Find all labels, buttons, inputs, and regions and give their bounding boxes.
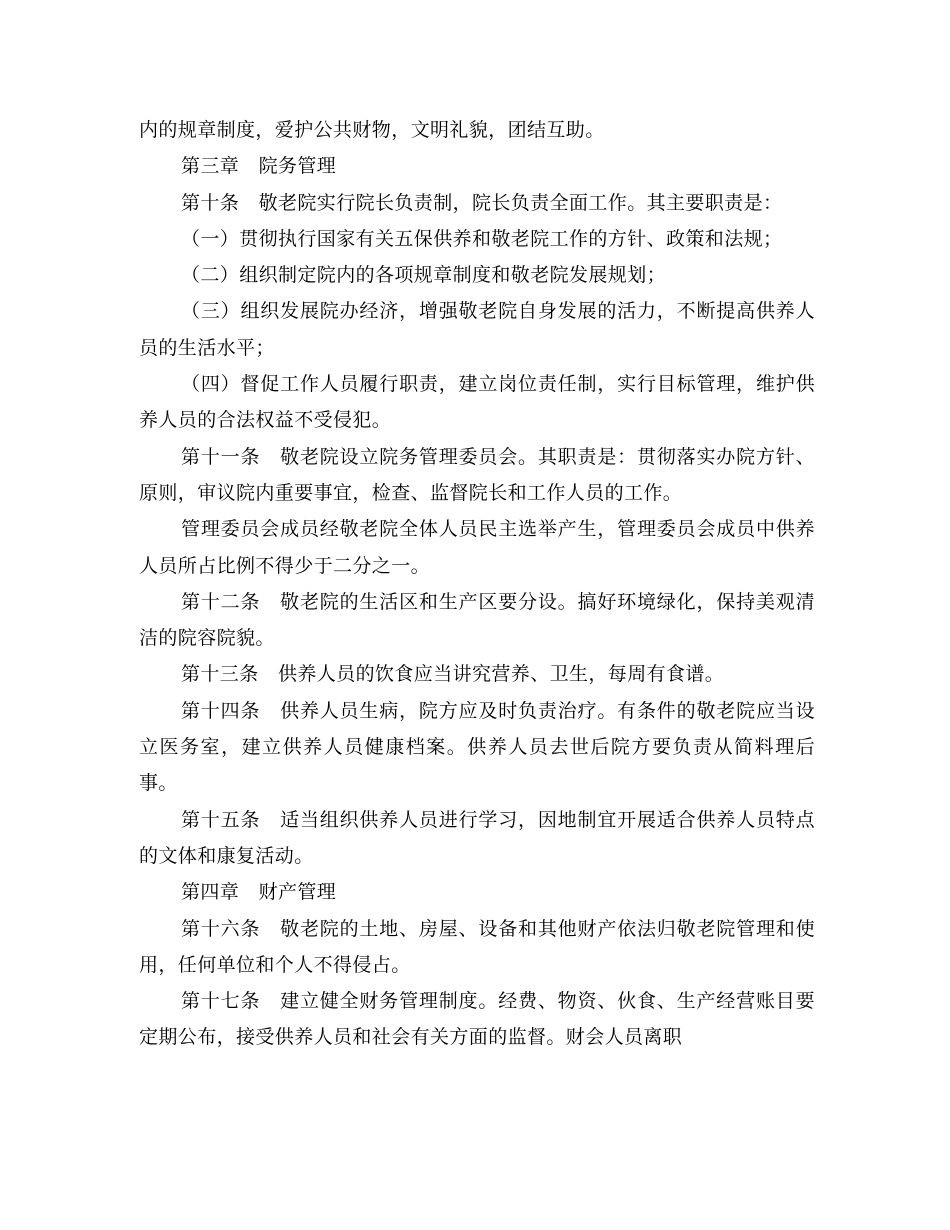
article-12: 第十二条 敬老院的生活区和生产区要分设。搞好环境绿化，保持美观清洁的院容院貌。 [139, 590, 815, 650]
chapter-heading: 第四章 财产管理 [181, 881, 337, 904]
article-10: 第十条 敬老院实行院长负责制，院长负责全面工作。其主要职责是： [181, 191, 783, 214]
article-16: 第十六条 敬老院的土地、房屋、设备和其他财产依法归敬老院管理和使用，任何单位和个人不得侵占。 [139, 917, 815, 976]
article-11: 第十一条 敬老院设立院务管理委员会。其职责是：贯彻落实办院方针、原则，审议院内重要事宜，检查、监督院长和工作人员的工作。 [139, 445, 815, 504]
article-10-item-4: （四）督促工作人员履行职责，建立岗位责任制，实行目标管理，维护供养人员的合法权益不受侵犯。 [139, 373, 815, 432]
article-14: 第十四条 供养人员生病，院方应及时负责治疗。有条件的敬老院应当设立医务室，建立供养人员健康档案。供养人员去世后院方要负责从简料理后事。 [139, 699, 815, 795]
article-10-item-1: （一）贯彻执行国家有关五保供养和敬老院工作的方针、政策和法规； [181, 227, 783, 250]
chapter-heading: 第三章 院务管理 [181, 155, 337, 178]
article-15: 第十五条 适当组织供养人员进行学习，因地制宜开展适合供养人员特点的文体和康复活动。 [139, 808, 815, 867]
document-page [139, 112, 815, 1056]
article-10-item-2: （二）组织制定院内的各项规章制度和敬老院发展规划； [181, 264, 667, 287]
article-11-paragraph-2: 管理委员会成员经敬老院全体人员民主选举产生，管理委员会成员中供养人员所占比例不得少于二分之一。 [139, 518, 815, 577]
article-10-item-3: （三）组织发展院办经济，增强敬老院自身发展的活力，不断提高供养人员的生活水平； [139, 300, 815, 359]
article-13: 第十三条 供养人员的饮食应当讲究营养、卫生，每周有食谱。 [181, 663, 725, 686]
paragraph-continuation: 内的规章制度，爱护公共财物，文明礼貌，团结互助。 [139, 119, 605, 141]
article-17: 第十七条 建立健全财务管理制度。经费、物资、伙食、生产经营账目要定期公布，接受供养人员和社会有关方面的监督。财会人员离职 [139, 990, 815, 1049]
